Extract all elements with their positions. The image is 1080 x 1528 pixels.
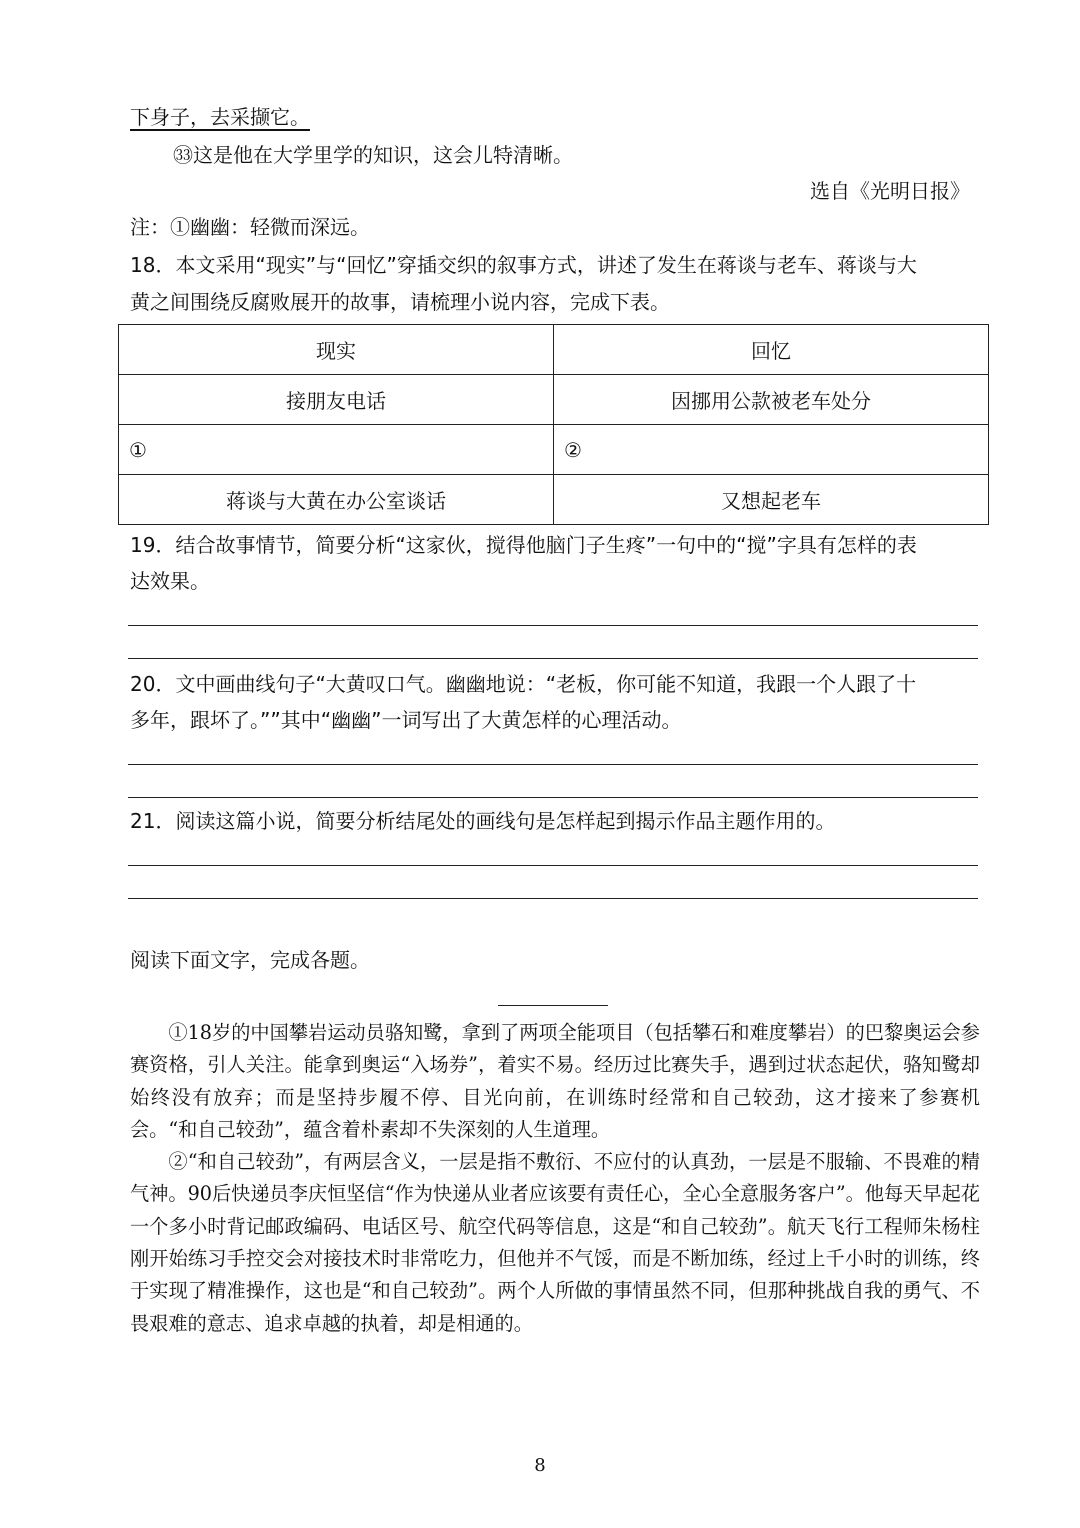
passage-paragraph-1: ①18岁的中国攀岩运动员骆知鹭，拿到了两项全能项目（包括攀石和难度攀岩）的巴黎奥运会参赛资格，引人关注。能拿到奥运“入场券”，着实不易。经历过比赛失手，遇到过状态起伏，骆知鹭却始终没有放弃；而是坚持步履不停、目光向前，在训练时经常和自己较劲，这才接来了参赛机会。“和自己较劲”，蕴含着朴素却不失深刻的人生道理。 bbox=[130, 1021, 980, 1141]
reading-passage bbox=[130, 1017, 980, 1340]
story-source: 选自《光明日报》 bbox=[810, 179, 970, 203]
question-21-line-1: 21．阅读这篇小说，简要分析结尾处的画线句是怎样起到揭示作品主题作用的。 bbox=[130, 809, 836, 833]
story-line-tail: 下身子，去采撷它。 bbox=[130, 105, 310, 129]
table-cell: 蒋谈与大黄在办公室谈话 bbox=[119, 475, 554, 525]
table-row bbox=[119, 375, 989, 425]
table-header-cell: 回忆 bbox=[554, 325, 989, 375]
passage-paragraph-2: ②“和自己较劲”，有两层含义，一层是指不敷衍、不应付的认真劲，一层是不服输、不畏难的精气神。90后快递员李庆恒坚信“作为快递从业者应该要有责任心，全心全意服务客户”。他每天早起花一个多小时背记邮政编码、电话区号、航空代码等信息，这是“和自己较劲”。航天飞行工程师朱杨柱刚开始练习手控交会对接技术时非常吃力，但他并不气馁，而是不断加练，经过上千小时的训练，终于实现了精准操作，这也是“和自己较劲”。两个人所做的事情虽然不同，但那种挑战自我的勇气、不畏艰难的意志、追求卓越的执着，却是相通的。 bbox=[130, 1150, 980, 1335]
answer-blank-2[interactable]: ② bbox=[554, 425, 989, 475]
question-20-line-2: 多年，跟坏了。””其中“幽幽”一词写出了大黄怎样的心理活动。 bbox=[130, 708, 682, 732]
question-18-line-2: 黄之间围绕反腐败展开的故事，请梳理小说内容，完成下表。 bbox=[130, 290, 670, 314]
table-cell: 因挪用公款被老车处分 bbox=[554, 375, 989, 425]
table-header-row bbox=[119, 325, 989, 375]
question-20-line-1: 20．文中画曲线句子“大黄叹口气。幽幽地说：“老板，你可能不知道，我跟一个人跟了十 bbox=[130, 672, 917, 696]
story-paragraph-33: ㉝这是他在大学里学的知识，这会儿特清晰。 bbox=[173, 143, 573, 167]
answer-line[interactable] bbox=[128, 797, 978, 798]
story-note: 注：①幽幽：轻微而深远。 bbox=[130, 215, 370, 239]
answer-line[interactable] bbox=[128, 764, 978, 765]
answer-blank-1[interactable]: ① bbox=[119, 425, 554, 475]
answer-line[interactable] bbox=[128, 898, 978, 899]
table-row bbox=[119, 475, 989, 525]
table-cell: 接朋友电话 bbox=[119, 375, 554, 425]
answer-line[interactable] bbox=[128, 658, 978, 659]
answer-line[interactable] bbox=[128, 625, 978, 626]
question-19-line-1: 19．结合故事情节，简要分析“这家伙，搅得他脑门子生疼”一句中的“搅”字具有怎样的表 bbox=[130, 533, 917, 557]
answer-line[interactable] bbox=[128, 865, 978, 866]
question-19-line-2: 达效果。 bbox=[130, 569, 210, 593]
title-blank[interactable] bbox=[498, 1005, 608, 1006]
table-header-cell: 现实 bbox=[119, 325, 554, 375]
question-18-line-1: 18．本文采用“现实”与“回忆”穿插交织的叙事方式，讲述了发生在蒋谈与老车、蒋谈与大 bbox=[130, 253, 917, 277]
question-18-table bbox=[118, 324, 989, 525]
table-row bbox=[119, 425, 989, 475]
page-number: 8 bbox=[534, 1455, 546, 1476]
table-cell: 又想起老车 bbox=[554, 475, 989, 525]
section-instruction: 阅读下面文字，完成各题。 bbox=[130, 948, 370, 972]
